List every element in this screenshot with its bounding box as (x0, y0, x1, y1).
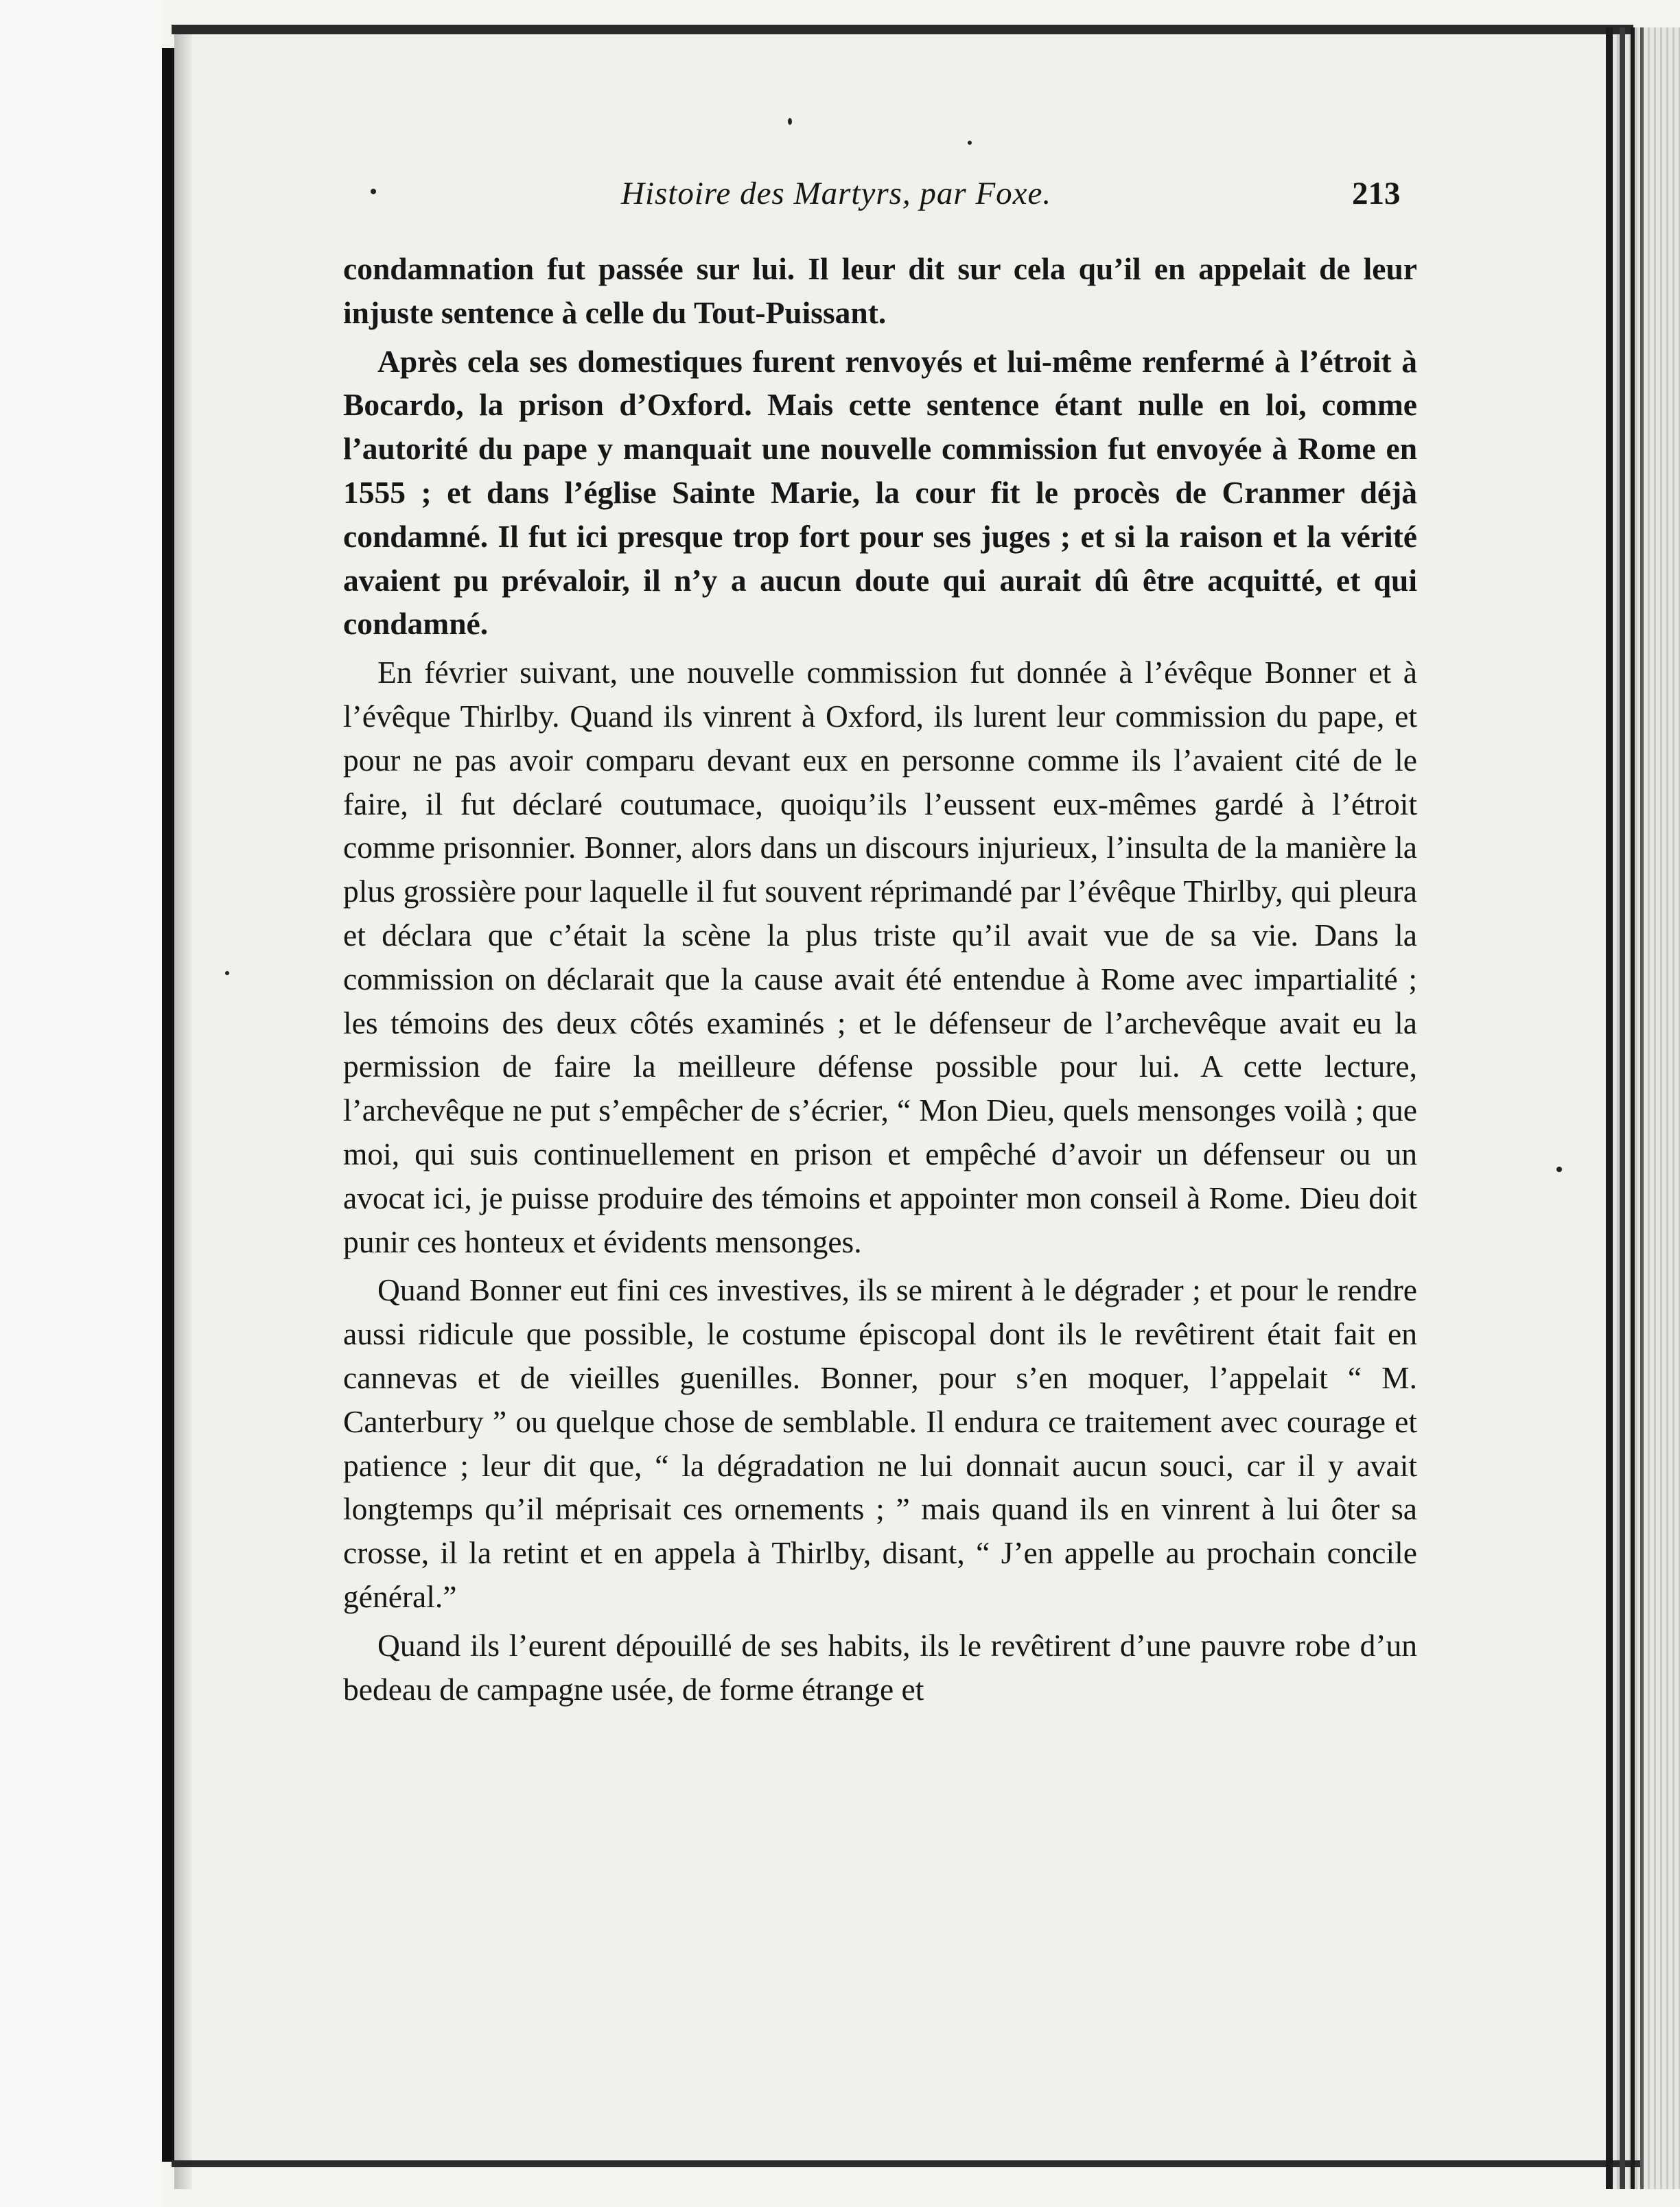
body-text (343, 247, 1417, 1716)
print-speck (1556, 1167, 1562, 1172)
running-title: Histoire des Martyrs, par Foxe. (621, 176, 1052, 211)
paragraph: Après cela ses domestiques furent renvoyés et lui-même renfermé à l’étroit à Bocardo, la prison d’Oxford. Mais cette sentence étant nulle en loi, comme l’autorité du pape y manquait une nouvelle commission fut envoyée à Rome en 1555 ; et dans l’église Sainte Marie, la cour fit le procès de Cranmer déjà condamné. Il fut ici presque trop fort pour ses juges ; et si la raison et la vérité avaient pu prévaloir, il n’y a aucun doute qui aurait dû être acquitté, et qui condamné. (343, 343, 1417, 642)
page-stack-edge (1606, 27, 1613, 2189)
paragraph: Quand ils l’eurent dépouillé de ses habits, ils le revêtirent d’une pauvre robe d’un bedeau de campagne usée, de forme étrange et (343, 1627, 1417, 1707)
page-top-edge (172, 25, 1633, 34)
paragraph: En février suivant, une nouvelle commission fut donnée à l’évêque Bonner et à l’évêque Thirlby. Quand ils vinrent à Oxford, ils lurent leur commission du pape, et pour ne pas avoir comparu devant eux en personne comme ils l’avaient cité de le faire, il fut déclaré coutumace, quoiqu’ils l’eussent eux-mêmes gardé à l’étroit comme prisonnier. Bonner, alors dans un discours injurieux, l’insulta de la manière la plus grossière pour laquelle il fut souvent réprimandé par l’évêque Thirlby, qui pleura et déclara que c’était la scène la plus triste qu’il avait vue de sa vie. Dans la commission on déclarait que la cause avait été entendue à Rome avec impartialité ; les témoins des deux côtés examinés ; et le défenseur de l’archevêque avait eu la permission de faire la meilleure défense possible pour lui. A cette lecture, l’archevêque ne put s’empêcher de s’écrier, “ Mon Dieu, quels mensonges voilà ; que moi, qui suis continuellement en prison et empêché d’avoir un défenseur ou un avocat ici, je puisse produire des témoins et appointer mon conseil à Rome. Dieu doit punir ces honteux et évidents mensonges. (343, 655, 1417, 1259)
print-speck (225, 971, 229, 975)
book-gutter (162, 48, 174, 2162)
page-stack-edge (1620, 27, 1625, 2189)
page-number: 213 (1352, 176, 1401, 211)
paragraph: Quand Bonner eut fini ces investives, ils se mirent à le dégrader ; et pour le rendre aussi ridicule que possible, le costume épiscopal dont ils le revêtirent était fait en cannevas et de vieilles guenilles. Bonner, pour s’en moquer, l’appelait “ M. Canterbury ” ou quelque chose de semblable. Il endura ce traitement avec courage et patience ; leur dit que, “ la dégradation ne lui donnait aucun souci, car il y avait longtemps qu’il méprisait ces ornements ; ” mais quand ils en vinrent à lui ôter sa crosse, il la retint et en appela à Thirlby, disant, “ J’en appelle au prochain concile général.” (343, 1272, 1417, 1614)
page-stack-edge (1640, 27, 1644, 2189)
print-speck (371, 189, 376, 194)
print-speck (788, 118, 792, 125)
facing-page-edge (0, 0, 162, 2207)
gutter-shadow (174, 27, 192, 2189)
paragraph: condamnation fut passée sur lui. Il leur dit sur cela qu’il en appelait de leur injuste sentence à celle du Tout-Puissant. (343, 251, 1417, 330)
page-bottom-edge (172, 2160, 1640, 2167)
page-stack-edge (1631, 27, 1635, 2189)
print-speck (968, 141, 972, 145)
